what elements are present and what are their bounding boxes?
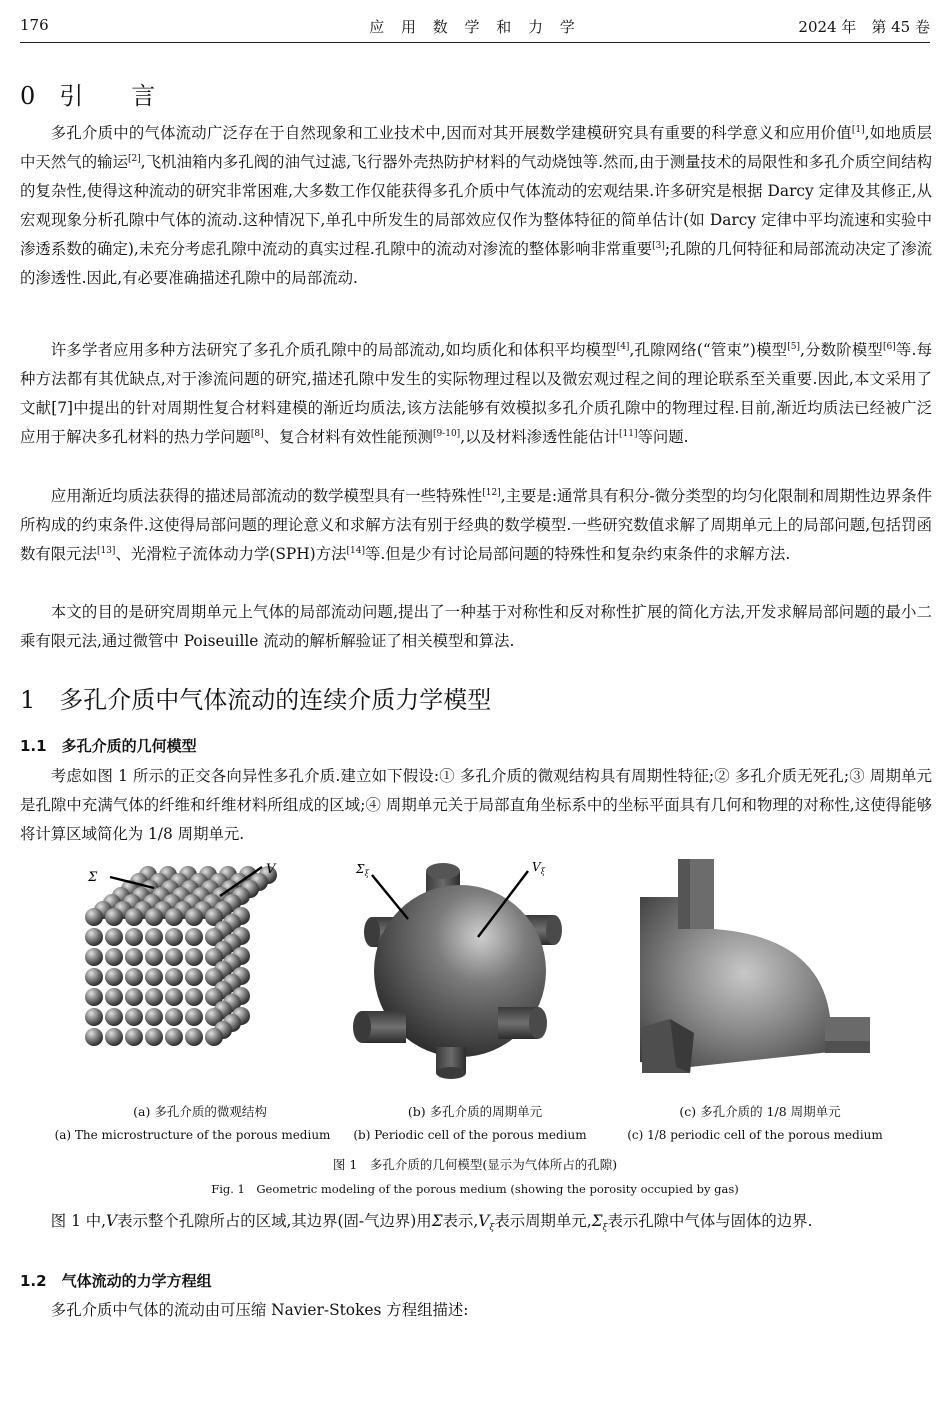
subsection-1-1-paragraph: 考虑如图 1 所示的正交各向异性多孔介质.建立如下假设:① 多孔介质的微观结构具有周期性特征;② 多孔介质无死孔;③ 周期单元是孔隙中充满气体的纤维和纤维材料所组成的区域;④ 周期单元关于局部直角坐标系中的坐标平面具有几何和物理的对称性,这使得能够将计算区域简化为 1/8 周期单元.	[20, 767, 932, 843]
lattice-sphere	[105, 1008, 123, 1026]
lattice-sphere	[165, 948, 183, 966]
subsection-1-2-paragraph: 多孔介质中气体的流动由可压缩 Navier-Stokes 方程组描述:	[50, 1301, 469, 1319]
intro-paragraph-3: 应用渐近均质法获得的描述局部流动的数学模型具有一些特殊性[12],主要是:通常具有积分-微分类型的均匀化限制和周期性边界条件所构成的约束条件.这使得局部问题的理论意义和求解方法有别于经典的数学模型.一些研究数值求解了周期单元上的局部问题,包括罚函数有限元法[13]、光滑粒子流体动力学(SPH)方法[14]等.但是少有讨论局部问题的特殊性和复杂约束条件的求解方法.	[20, 487, 932, 563]
figure-1a-microstructure	[80, 857, 320, 1085]
lattice-sphere	[85, 1028, 103, 1046]
volume-info: 2024 年 第 45 卷	[798, 18, 930, 36]
lattice-sphere	[85, 928, 103, 946]
intro-paragraph-2: 许多学者应用多种方法研究了多孔介质孔隙中的局部流动,如均质化和体积平均模型[4],孔隙网络(“管束”)模型[5],分数阶模型[6]等.每种方法都有其优缺点,对于渗流问题的研究,描述孔隙中发生的实际物理过程以及微宏观过程之间的理论联系至关重要.因此,本文采用了文献[7]中提出的针对周期性复合材料建模的渐近均质法,该方法能够有效模拟多孔介质孔隙中的物理过程.目前,渐近均质法已经被广泛应用于解决多孔材料的热力学问题[8]、复合材料有效性能预测[9-10],以及材料渗透性能估计[11]等问题.	[20, 341, 932, 446]
lattice-sphere	[145, 948, 163, 966]
lattice-sphere	[85, 988, 103, 1006]
lattice-sphere	[85, 968, 103, 986]
lattice-sphere	[125, 1008, 143, 1026]
citation[interactable]: [5]	[787, 342, 801, 352]
caption-a-cn: (a) 多孔介质的微观结构	[133, 1104, 267, 1119]
lattice-sphere	[85, 948, 103, 966]
pointer-line-sigma-xi	[372, 875, 408, 919]
lattice-sphere	[145, 928, 163, 946]
lattice-sphere	[145, 968, 163, 986]
lattice-sphere	[185, 1028, 203, 1046]
subsection-1-2-title: 1.2 气体流动的力学方程组	[20, 1272, 212, 1290]
lattice-sphere	[185, 1008, 203, 1026]
citation[interactable]: [2]	[128, 154, 141, 164]
lattice-sphere	[205, 1028, 223, 1046]
lattice-sphere	[105, 908, 123, 926]
lattice-sphere	[85, 908, 103, 926]
citation[interactable]: [8]	[250, 429, 264, 439]
lattice-sphere	[105, 988, 123, 1006]
lattice-sphere	[165, 968, 183, 986]
figure-1-title-cn: 图 1 多孔介质的几何模型(显示为气体所占的孔隙)	[332, 1157, 618, 1172]
caption-c-en: (c) 1/8 periodic cell of the porous medium	[627, 1128, 883, 1142]
subsection-1-1-title: 1.1 多孔介质的几何模型	[20, 737, 197, 755]
lattice-sphere	[185, 948, 203, 966]
citation[interactable]: [12]	[482, 488, 501, 498]
lattice-sphere	[125, 948, 143, 966]
intro-paragraph-4: 本文的目的是研究周期单元上气体的局部流动问题,提出了一种基于对称性和反对称性扩展的简化方法,开发求解局部问题的最小二乘有限元法,通过微管中 Poiseuille 流动的解析解验证了相关模型和算法.	[20, 603, 932, 650]
lattice-sphere	[185, 988, 203, 1006]
figure-1c-eighth-cell	[630, 857, 880, 1085]
citation[interactable]: [6]	[883, 342, 896, 352]
citation[interactable]: [11]	[619, 429, 638, 439]
lattice-sphere	[105, 928, 123, 946]
lattice-sphere	[105, 948, 123, 966]
lattice-sphere	[145, 988, 163, 1006]
figure-explanation-paragraph: 图 1 中,V表示整个孔隙所占的区域,其边界(固-气边界)用Σ表示$,V_\xi$表示周期单元$,\Sigma_\xi$表示孔隙中气体与固体的边界.	[50, 1212, 813, 1234]
caption-c-cn: (c) 多孔介质的 1/8 周期单元	[679, 1104, 841, 1119]
lattice-sphere	[125, 1028, 143, 1046]
lattice-sphere	[125, 968, 143, 986]
label-v: V	[266, 862, 276, 877]
label-sigma-xi: $\Sigma_\xi$	[356, 862, 369, 878]
label-v-xi: $V_\xi$	[532, 860, 546, 876]
citation[interactable]: [9-10]	[432, 429, 461, 439]
lattice-sphere	[165, 988, 183, 1006]
figure-1-title-en: Fig. 1 Geometric modeling of the porous medium (showing the porosity occupied by gas)	[211, 1182, 739, 1196]
citation[interactable]: [4]	[616, 342, 630, 352]
figure-1b-periodic-cell	[350, 857, 580, 1085]
citation[interactable]: [14]	[346, 546, 365, 556]
lattice-sphere	[105, 1028, 123, 1046]
lattice-sphere	[105, 968, 123, 986]
lattice-sphere	[165, 928, 183, 946]
section-1-title: 1 多孔介质中气体流动的连续介质力学模型	[20, 686, 492, 714]
lattice-sphere	[145, 908, 163, 926]
lattice-sphere	[145, 1008, 163, 1026]
caption-b-en: (b) Periodic cell of the porous medium	[353, 1128, 587, 1142]
page-number: 176	[20, 16, 49, 34]
lattice-sphere	[165, 1008, 183, 1026]
journal-title: 应 用 数 学 和 力 学	[369, 18, 581, 36]
lattice-sphere	[85, 1008, 103, 1026]
caption-a-en: (a) The microstructure of the porous medium	[54, 1128, 331, 1142]
lattice-sphere	[125, 908, 143, 926]
lattice-sphere	[165, 908, 183, 926]
citation[interactable]: [13]	[96, 546, 116, 556]
running-header	[20, 14, 930, 40]
section-0-title: 0 引 言	[20, 82, 156, 110]
lattice-sphere	[125, 928, 143, 946]
lattice-sphere	[185, 928, 203, 946]
citation[interactable]: [3]	[652, 241, 665, 251]
lattice-sphere	[145, 1028, 163, 1046]
lattice-sphere	[185, 908, 203, 926]
caption-b-cn: (b) 多孔介质的周期单元	[407, 1104, 543, 1119]
citation[interactable]: [1]	[851, 125, 865, 135]
lattice-sphere	[185, 968, 203, 986]
label-sigma: Σ	[88, 870, 98, 885]
lattice-sphere	[165, 1028, 183, 1046]
lattice-sphere	[125, 988, 143, 1006]
sphere-lattice	[85, 866, 277, 1046]
intro-paragraph-1: 多孔介质中的气体流动广泛存在于自然现象和工业技术中,因而对其开展数学建模研究具有重要的科学意义和应用价值[1],如地质层中天然气的输运[2],飞机油箱内多孔阀的油气过滤,飞行器外壳热防护材料的气动烧蚀等.然而,由于测量技术的局限性和多孔介质空间结构的复杂性,使得这种流动的研究非常困难,大多数工作仅能获得多孔介质中气体流动的宏观结果.许多研究是根据 Darcy 定律及其修正,从宏观现象分析孔隙中气体的流动.这种情况下,单孔中所发生的局部效应仅作为整体特征的简单估计(如 Darcy 定律中平均流速和实验中渗透系数的确定),未充分考虑孔隙中流动的真实过程.孔隙中的流动对渗流的整体影响非常重要[3];孔隙的几何特征和局部流动决定了渗流的渗透性.因此,有必要准确描述孔隙中的局部流动.	[20, 124, 933, 287]
header-rule	[20, 42, 930, 43]
